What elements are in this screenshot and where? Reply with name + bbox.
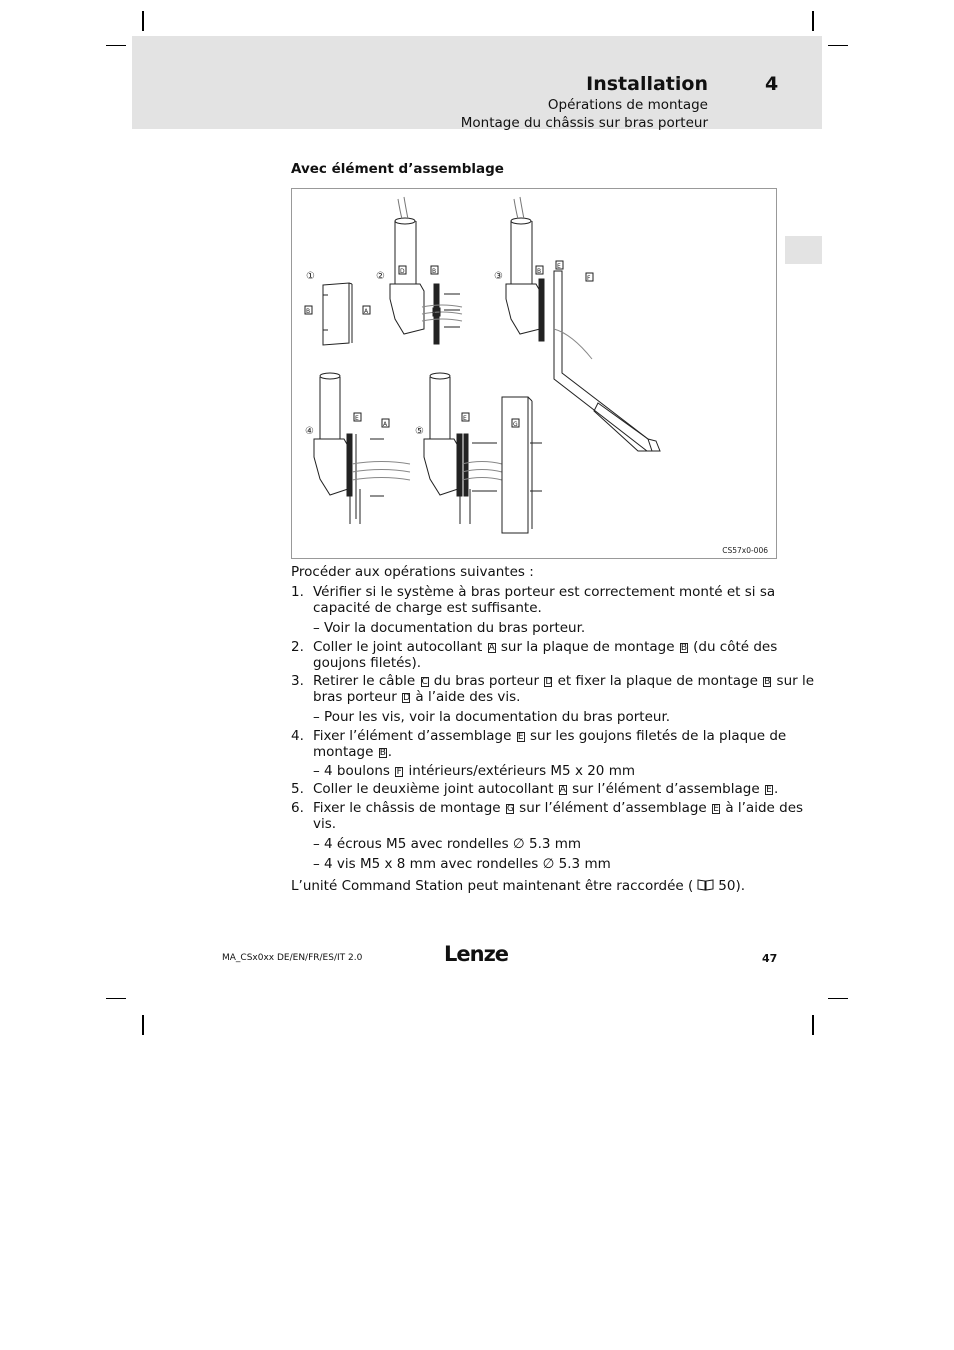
dash: – [313, 763, 320, 779]
crop-mark [142, 11, 144, 31]
step-marker-1: ① [306, 271, 315, 282]
step-3-note [313, 709, 670, 725]
step-4-text-b: sur les goujons filetés de la plaque de [529, 728, 787, 744]
label-b-3: B [537, 268, 542, 275]
step-2-number: 2. [291, 639, 304, 655]
outro-text [291, 878, 745, 894]
step-6-text-b: sur l’élément d’assemblage [519, 800, 707, 816]
step-1-note [313, 620, 585, 636]
dash: – [313, 836, 320, 852]
dash: – [313, 620, 320, 636]
chapter-number: 4 [765, 73, 779, 95]
carrier-arm-step3 [506, 197, 540, 334]
crop-mark [106, 45, 126, 46]
chapter-title: Installation [586, 73, 708, 95]
label-b: B [764, 677, 771, 687]
step-6-line1 [313, 800, 803, 816]
step-3-text-f: à l’aide des vis. [415, 689, 521, 705]
step-6-note-2 [313, 856, 611, 872]
step-6-text-a: Fixer le châssis de montage [313, 800, 501, 816]
label-e: E [766, 785, 772, 795]
step-2-line1 [313, 639, 777, 655]
step-3-number: 3. [291, 673, 304, 689]
step-4-text-c: montage [313, 744, 374, 760]
step-5-text-a: Coller le deuxième joint autocollant [313, 781, 554, 797]
step-6-note-1 [313, 836, 581, 852]
label-g-5: G [513, 421, 518, 428]
step-marker-3: ③ [494, 271, 503, 282]
step-3-text-d: sur le [776, 673, 815, 689]
step-3-note-text: Pour les vis, voir la documentation du bras porteur. [324, 709, 671, 725]
step-2-line2: goujons filetés). [313, 655, 422, 671]
label-a-4: A [383, 421, 388, 428]
label-d: D [545, 677, 553, 687]
label-b: B [680, 643, 687, 653]
step-6-line2: vis. [313, 816, 337, 832]
label-e-4: E [355, 415, 359, 422]
label-d: D [403, 693, 411, 703]
book-icon [697, 879, 714, 891]
carrier-arm-step2 [390, 197, 424, 334]
step-4-text-a: Fixer l’élément d’assemblage [313, 728, 512, 744]
step-4-text-d: . [387, 744, 393, 760]
step-3-text-a: Retirer le câble [313, 673, 416, 689]
step-1-number: 1. [291, 584, 304, 600]
step-marker-2: ② [376, 271, 385, 282]
footer-doc-id: MA_CSx0xx DE/EN/FR/ES/IT 2.0 [222, 953, 363, 963]
step-3-line1 [313, 673, 814, 689]
intro-text: Procéder aux opérations suivantes : [291, 564, 534, 580]
step-1-line2: capacité de charge est suffisante. [313, 600, 542, 616]
step-4-line2 [313, 744, 392, 760]
crop-mark [812, 1015, 814, 1035]
carrier-arm-step4 [314, 373, 360, 524]
label-c-2: C [434, 310, 439, 317]
step-6-note1-text: 4 écrous M5 avec rondelles ∅ 5.3 mm [324, 836, 582, 852]
step-6-number: 6. [291, 800, 304, 816]
section-heading: Avec élément d’assemblage [291, 161, 504, 177]
step-2-text-a: Coller le joint autocollant [313, 639, 483, 655]
step-5-number: 5. [291, 781, 304, 797]
crop-mark [106, 998, 126, 999]
lenze-logo: Lenze [444, 942, 509, 966]
outro-text-b: 50). [718, 878, 746, 894]
step-5-line1 [313, 781, 778, 797]
assembly-illustration [292, 189, 778, 560]
label-c: C [421, 677, 428, 687]
step-2-text-c: (du côté des [693, 639, 778, 655]
label-b: B [379, 748, 386, 758]
dash: – [313, 709, 320, 725]
label-f: F [396, 767, 402, 777]
step-marker-5: ⑤ [415, 426, 424, 437]
mounting-plate-step1 [323, 283, 352, 345]
step-3-text-c: et fixer la plaque de montage [557, 673, 758, 689]
step-1-line1: Vérifier si le système à bras porteur est correctement monté et si sa [313, 584, 776, 600]
step-4-note [313, 763, 635, 779]
crop-mark [828, 998, 848, 999]
step-4-line1 [313, 728, 786, 744]
label-e-3: E [557, 263, 561, 270]
label-e-5: E [463, 415, 467, 422]
assembly-figure [291, 188, 777, 559]
carrier-arm-step5 [424, 373, 470, 524]
label-b-2: B [432, 268, 437, 275]
step-4-note-a: 4 boulons [324, 763, 390, 779]
step-5-text-c: . [773, 781, 779, 797]
label-a: A [559, 785, 566, 795]
step-marker-4: ④ [305, 426, 314, 437]
label-d-2: D [400, 268, 405, 275]
step-1-note-text: Voir la documentation du bras porteur. [324, 620, 586, 636]
subsection-subtitle: Montage du châssis sur bras porteur [460, 115, 708, 131]
step-3-text-e: bras porteur [313, 689, 397, 705]
dash: – [313, 856, 320, 872]
outro-text-a: L’unité Command Station peut maintenant être raccordée ( [291, 878, 694, 894]
crop-mark [142, 1015, 144, 1035]
step-2-text-b: sur la plaque de montage [500, 639, 675, 655]
chapter-side-tab [785, 236, 822, 264]
label-e: E [713, 804, 719, 814]
step-4-note-b: intérieurs/extérieurs M5 x 20 mm [408, 763, 635, 779]
step-3-line2 [313, 689, 520, 705]
step-4-number: 4. [291, 728, 304, 744]
label-a-1: A [364, 308, 369, 315]
step-5-text-b: sur l’élément d’assemblage [572, 781, 760, 797]
mounting-plate-step3 [539, 279, 544, 341]
figure-code: CS57x0-006 [722, 546, 768, 555]
label-b-1: B [306, 308, 311, 315]
label-a: A [488, 643, 495, 653]
label-e: E [517, 732, 524, 742]
page-number: 47 [762, 952, 778, 965]
step-6-note2-text: 4 vis M5 x 8 mm avec rondelles ∅ 5.3 mm [324, 856, 611, 872]
crop-mark [828, 45, 848, 46]
label-f-3: F [587, 275, 591, 282]
mounting-frame-g [502, 397, 528, 533]
crop-mark [812, 11, 814, 31]
step-3-text-b: du bras porteur [433, 673, 540, 689]
step-6-text-c: à l’aide des [725, 800, 804, 816]
label-g: G [506, 804, 514, 814]
section-subtitle: Opérations de montage [547, 97, 708, 113]
assembly-element-step3 [554, 271, 660, 451]
